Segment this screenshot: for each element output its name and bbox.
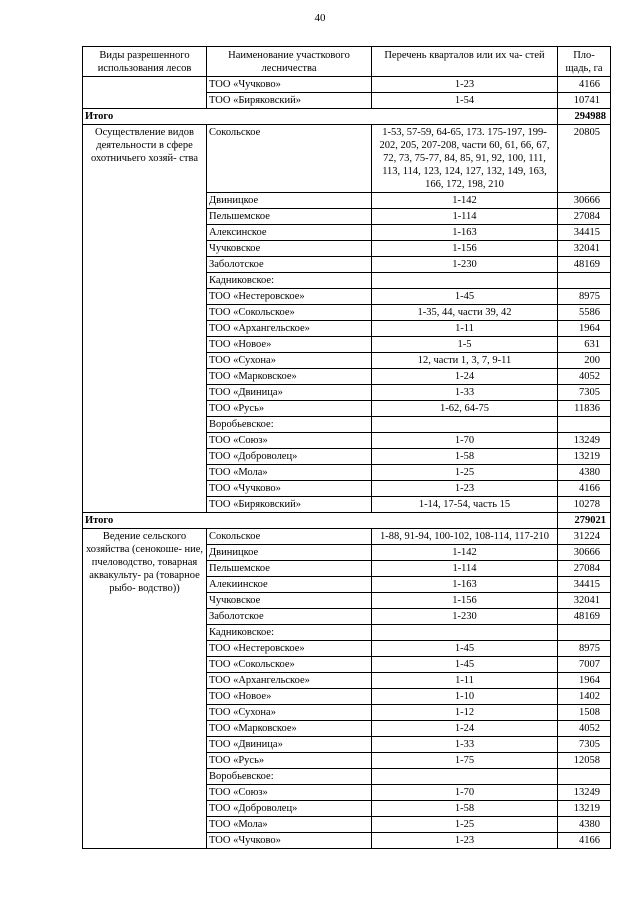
total-label: Итого [83,513,558,529]
table-row [83,125,611,193]
area-value: 631 [558,337,611,353]
quarters-list: 1-33 [372,737,558,753]
forestry-name: Двиницкое [207,193,372,209]
area-value: 4166 [558,77,611,93]
forestry-name: Алекиинское [207,577,372,593]
quarters-list: 1-58 [372,449,558,465]
quarters-list: 1-114 [372,209,558,225]
quarters-list: 1-142 [372,193,558,209]
quarters-list: 1-114 [372,561,558,577]
quarters-list: 1-23 [372,77,558,93]
forestry-name: ТОО «Чучково» [207,481,372,497]
area-value: 12058 [558,753,611,769]
area-value: 30666 [558,193,611,209]
header-quarters: Перечень кварталов или их ча- стей [372,47,558,77]
area-value: 1402 [558,689,611,705]
area-value: 10278 [558,497,611,513]
quarters-list: 1-35, 44, части 39, 42 [372,305,558,321]
total-row [83,513,611,529]
quarters-list: 1-156 [372,593,558,609]
area-value: 34415 [558,225,611,241]
quarters-list: 1-23 [372,833,558,849]
forestry-name: ТОО «Союз» [207,785,372,801]
area-value: 10741 [558,93,611,109]
area-value: 13219 [558,449,611,465]
quarters-list: 1-62, 64-75 [372,401,558,417]
header-forestry-name: Наименование участкового лесничества [207,47,372,77]
forestry-name: ТОО «Сокольское» [207,305,372,321]
area-value: 27084 [558,561,611,577]
quarters-list: 1-23 [372,481,558,497]
area-value: 13219 [558,801,611,817]
area-value: 8975 [558,289,611,305]
total-row [83,109,611,125]
quarters-list: 1-33 [372,385,558,401]
area-value: 1508 [558,705,611,721]
forestry-name: Заболотское [207,609,372,625]
total-label: Итого [83,109,558,125]
forestry-name: ТОО «Биряковский» [207,93,372,109]
quarters-list: 1-163 [372,577,558,593]
area-value: 13249 [558,433,611,449]
forestry-name: ТОО «Нестеровское» [207,289,372,305]
area-value: 34415 [558,577,611,593]
total-value: 294988 [558,109,611,125]
area-value: 7305 [558,737,611,753]
forestry-name: Кадниковское: [207,625,372,641]
forestry-name: ТОО «Двиница» [207,737,372,753]
forestry-name: Сокольское [207,125,372,193]
area-value [558,625,611,641]
forestry-name: ТОО «Двиница» [207,385,372,401]
forestry-name: ТОО «Марковское» [207,369,372,385]
forestry-name: ТОО «Мола» [207,465,372,481]
area-value: 13249 [558,785,611,801]
hunting-use-type: Осуществление видов деятельности в сфере охотничьего хозяй- ства [83,125,207,513]
area-value: 200 [558,353,611,369]
forestry-name: ТОО «Сокольское» [207,657,372,673]
quarters-list: 1-70 [372,785,558,801]
forestry-name: Кадниковское: [207,273,372,289]
forestry-name: ТОО «Архангельское» [207,321,372,337]
quarters-list [372,273,558,289]
quarters-list: 1-230 [372,257,558,273]
quarters-list: 1-25 [372,817,558,833]
area-value: 4166 [558,481,611,497]
area-value: 32041 [558,241,611,257]
area-value: 20805 [558,125,611,193]
table-header-row [83,47,611,77]
forestry-name: ТОО «Союз» [207,433,372,449]
quarters-list: 1-45 [372,289,558,305]
quarters-list: 1-163 [372,225,558,241]
forestry-name: Воробьевское: [207,417,372,433]
forestry-name: Заболотское [207,257,372,273]
quarters-list: 1-75 [372,753,558,769]
forestry-name: Сокольское [207,529,372,545]
forestry-name: ТОО «Новое» [207,337,372,353]
area-value: 8975 [558,641,611,657]
forestry-name: Чучковское [207,241,372,257]
forestry-name: ТОО «Марковское» [207,721,372,737]
forestry-name: ТОО «Биряковский» [207,497,372,513]
quarters-list: 1-230 [372,609,558,625]
quarters-list [372,625,558,641]
quarters-list: 1-5 [372,337,558,353]
table-row [83,529,611,545]
area-value [558,417,611,433]
area-value: 4166 [558,833,611,849]
quarters-list: 1-25 [372,465,558,481]
forestry-name: Алексинское [207,225,372,241]
quarters-list: 1-11 [372,673,558,689]
header-use-type: Виды разрешенного использования лесов [83,47,207,77]
area-value: 27084 [558,209,611,225]
quarters-list: 12, части 1, 3, 7, 9-11 [372,353,558,369]
forestry-name: ТОО «Архангельское» [207,673,372,689]
area-value: 32041 [558,593,611,609]
quarters-list: 1-10 [372,689,558,705]
header-area: Пло- щадь, га [558,47,611,77]
forestry-name: ТОО «Чучково» [207,77,372,93]
forestry-name: ТОО «Доброволец» [207,801,372,817]
quarters-list: 1-11 [372,321,558,337]
forestry-name: ТОО «Сухона» [207,353,372,369]
area-value: 11836 [558,401,611,417]
quarters-list: 1-142 [372,545,558,561]
area-value: 1964 [558,673,611,689]
area-value: 4052 [558,721,611,737]
quarters-list: 1-24 [372,369,558,385]
table-body [83,77,611,849]
quarters-list [372,417,558,433]
forestry-name: Пельшемское [207,561,372,577]
total-value: 279021 [558,513,611,529]
area-value: 4380 [558,817,611,833]
quarters-list: 1-54 [372,93,558,109]
area-value: 31224 [558,529,611,545]
quarters-list: 1-24 [372,721,558,737]
area-value: 4380 [558,465,611,481]
forestry-name: ТОО «Доброволец» [207,449,372,465]
area-value: 7305 [558,385,611,401]
forestry-name: Чучковское [207,593,372,609]
area-value: 7007 [558,657,611,673]
quarters-list: 1-58 [372,801,558,817]
area-value: 48169 [558,609,611,625]
quarters-list: 1-53, 57-59, 64-65, 173. 175-197, 199-202, 205, 207-208, части 60, 61, 66, 67, 72, 73, 75-77, 84, 85, 91, 92, 100, 111, 113, 114, 123, 124, 127, 132, 149, 163, 166, 172, 198, 210 [372,125,558,193]
quarters-list: 1-14, 17-54, часть 15 [372,497,558,513]
forestry-name: ТОО «Русь» [207,401,372,417]
area-value: 1964 [558,321,611,337]
forestry-name: ТОО «Русь» [207,753,372,769]
quarters-list: 1-70 [372,433,558,449]
quarters-list: 1-88, 91-94, 100-102, 108-114, 117-210 [372,529,558,545]
forestry-name: Пельшемское [207,209,372,225]
table-row [83,77,611,93]
quarters-list: 1-12 [372,705,558,721]
quarters-list: 1-156 [372,241,558,257]
forestry-name: ТОО «Сухона» [207,705,372,721]
area-value: 30666 [558,545,611,561]
forestry-name: Двиницкое [207,545,372,561]
forestry-name: Воробьевское: [207,769,372,785]
area-value [558,273,611,289]
forestry-name: ТОО «Мола» [207,817,372,833]
quarters-list: 1-45 [372,641,558,657]
forest-use-table [82,46,611,849]
area-value: 5586 [558,305,611,321]
forestry-name: ТОО «Нестеровское» [207,641,372,657]
quarters-list: 1-45 [372,657,558,673]
forestry-name: ТОО «Новое» [207,689,372,705]
page-number: 40 [314,12,326,24]
agriculture-use-type: Ведение сельского хозяйства (сенокоше- ние, пчеловодство, товарная аквакульту- ра (товарное рыбо- водство)) [83,529,207,849]
empty-use-type-cell [83,77,207,109]
forestry-name: ТОО «Чучково» [207,833,372,849]
area-value: 4052 [558,369,611,385]
area-value: 48169 [558,257,611,273]
area-value [558,769,611,785]
quarters-list [372,769,558,785]
